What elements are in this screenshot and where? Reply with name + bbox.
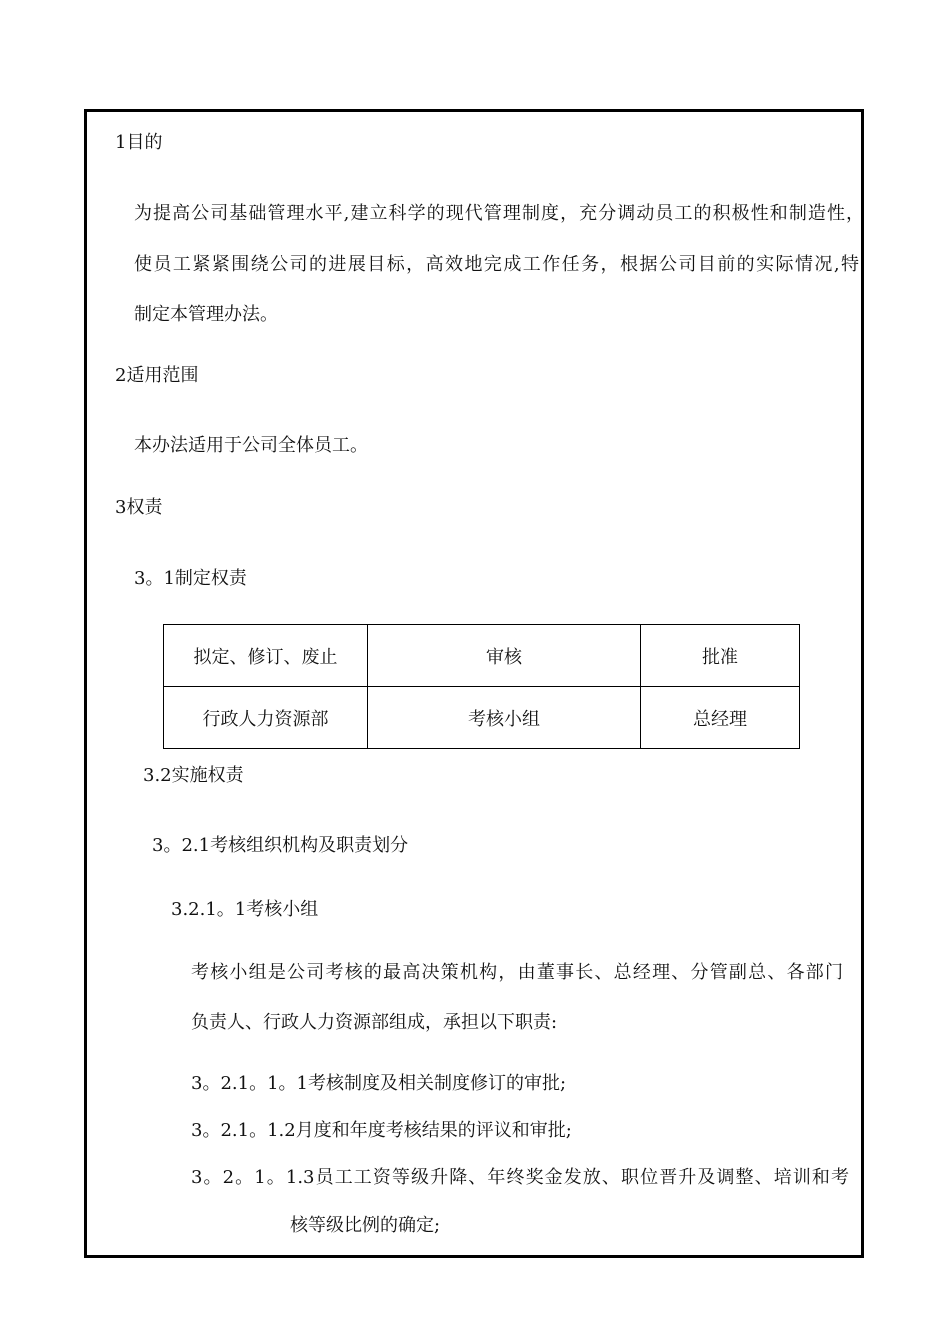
table-cell: 考核小组	[368, 687, 641, 749]
section-1-heading: 1目的	[115, 132, 163, 153]
table-header-cell: 拟定、修订、废止	[164, 625, 368, 687]
section-3-heading: 3权责	[115, 497, 163, 518]
table-header-cell: 批准	[641, 625, 800, 687]
section-2-paragraph: 本办法适用于公司全体员工。	[134, 435, 368, 456]
list-item: 3。2。1。1.3员工工资等级升降、年终奖金发放、职位晋升及调整、培训和考	[191, 1167, 849, 1188]
section-1-paragraph-line-1: 为提高公司基础管理水平,建立科学的现代管理制度，充分调动员工的积极性和制造性，	[134, 203, 864, 224]
section-1-paragraph-line-3: 制定本管理办法。	[134, 304, 278, 325]
table-row	[164, 687, 800, 749]
section-3-2-1-1-heading: 3.2.1。1考核小组	[171, 899, 319, 920]
table-header-row	[164, 625, 800, 687]
section-3-1-heading: 3。1制定权责	[134, 568, 247, 589]
list-item: 3。2.1。1。1考核制度及相关制度修订的审批;	[191, 1073, 567, 1094]
section-2-heading: 2适用范围	[115, 365, 199, 386]
section-3-2-heading: 3.2实施权责	[143, 765, 244, 786]
table-cell: 总经理	[641, 687, 800, 749]
list-item: 3。2.1。1.2月度和年度考核结果的评议和审批;	[191, 1120, 572, 1141]
table-cell: 行政人力资源部	[164, 687, 368, 749]
section-1-paragraph-line-2: 使员工紧紧围绕公司的进展目标，高效地完成工作任务，根据公司目前的实际情况,特	[134, 254, 859, 275]
table-header-cell: 审核	[368, 625, 641, 687]
authority-table	[163, 624, 800, 749]
list-item-continuation: 核等级比例的确定;	[290, 1215, 441, 1236]
section-3-2-1-1-paragraph-line-1: 考核小组是公司考核的最高决策机构，由董事长、总经理、分管副总、各部门	[191, 962, 843, 983]
section-3-2-1-heading: 3。2.1考核组织机构及职责划分	[152, 835, 409, 856]
section-3-2-1-1-paragraph-line-2: 负责人、行政人力资源部组成，承担以下职责:	[191, 1012, 558, 1033]
